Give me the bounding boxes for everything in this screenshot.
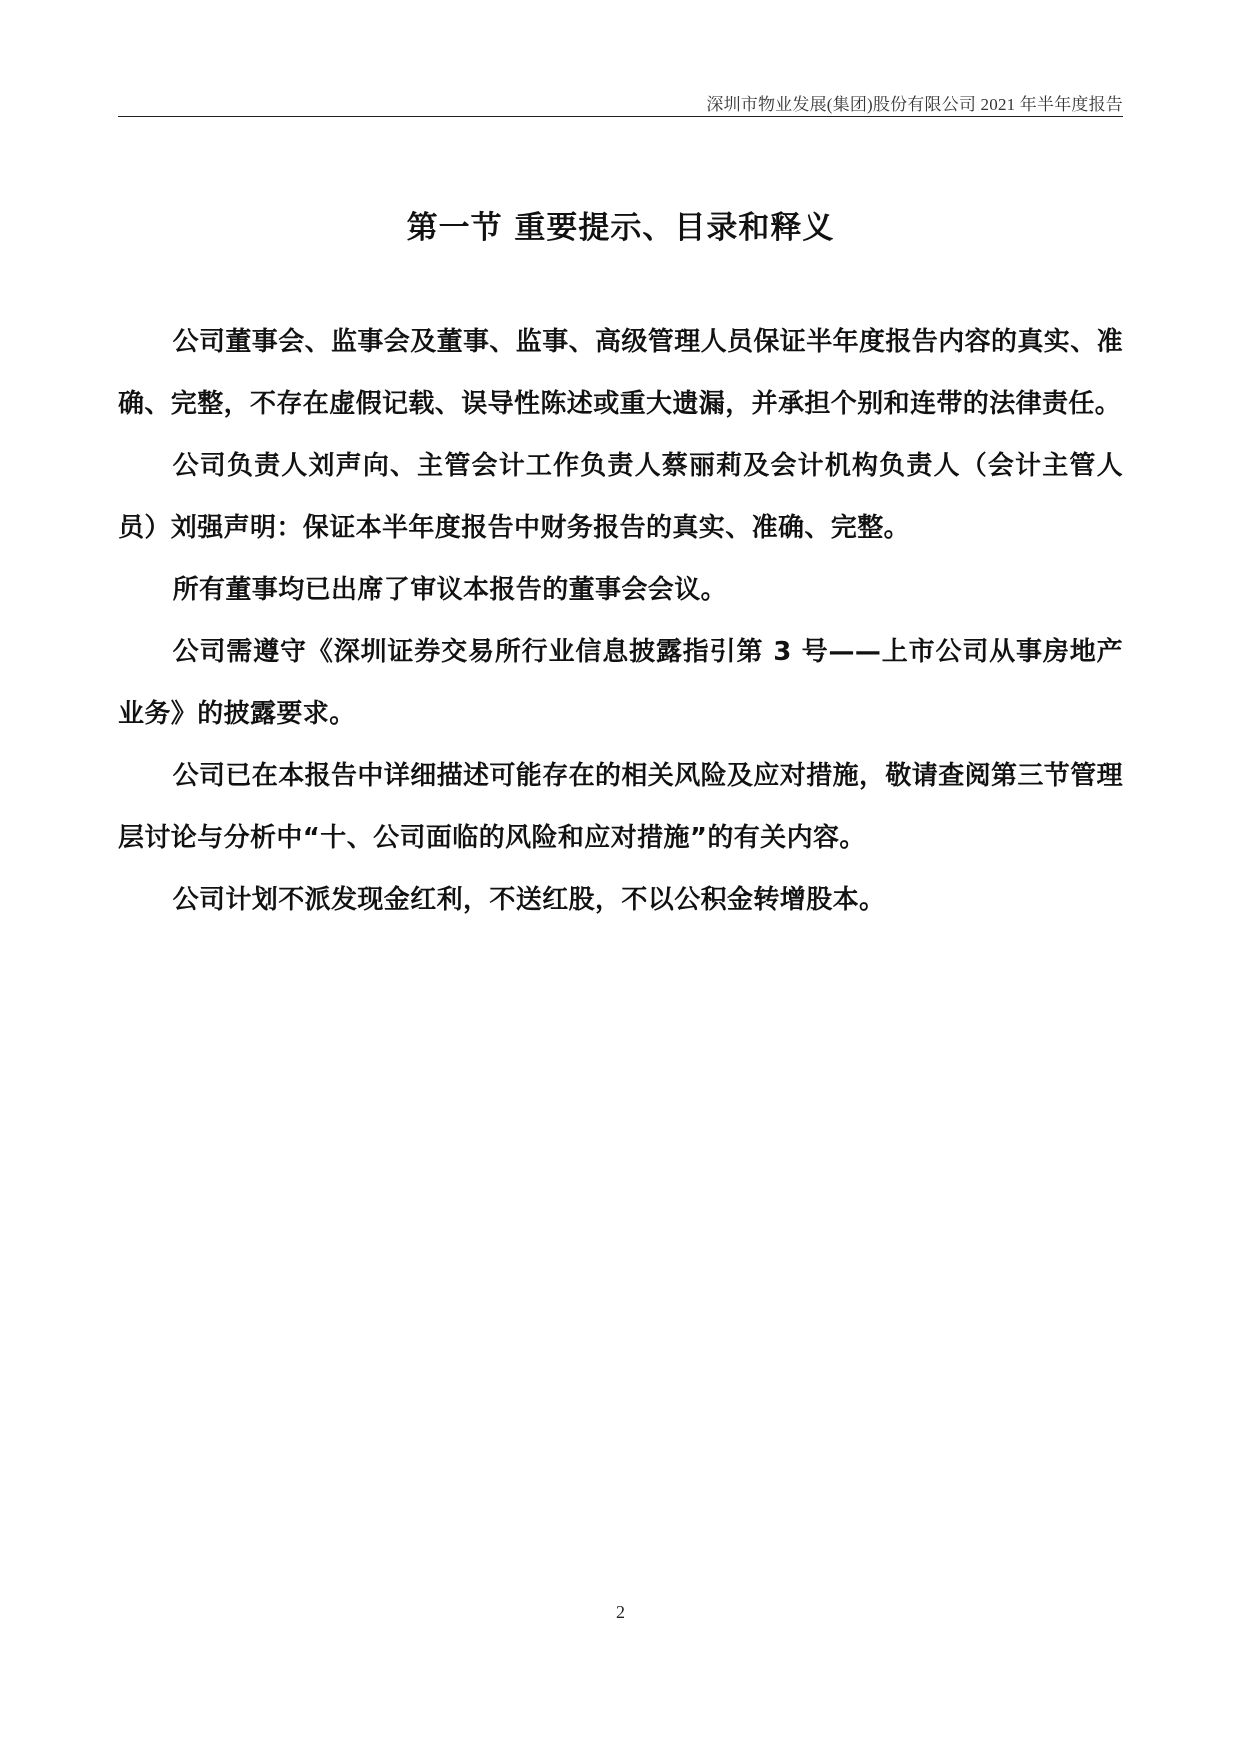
section-title: 第一节 重要提示、目录和释义 bbox=[406, 210, 835, 246]
paragraph-responsible-persons: 公司负责人刘声向、主管会计工作负责人蔡丽莉及会计机构负责人（会计主管人员）刘强声明：保证本半年度报告中财务报告的真实、准确、完整。 bbox=[118, 451, 1123, 543]
paragraph-disclosure-requirements: 公司需遵守《深圳证券交易所行业信息披露指引第 3 号——上市公司从事房地产业务》的披露要求。 bbox=[118, 637, 1123, 729]
paragraph-board-attendance: 所有董事均已出席了审议本报告的董事会会议。 bbox=[172, 575, 727, 605]
body-content bbox=[118, 311, 1123, 931]
paragraph-board-guarantee: 公司董事会、监事会及董事、监事、高级管理人员保证半年度报告内容的真实、准确、完整，不存在虚假记载、误导性陈述或重大遗漏，并承担个别和连带的法律责任。 bbox=[118, 327, 1123, 419]
paragraph-risk-notice: 公司已在本报告中详细描述可能存在的相关风险及应对措施，敬请查阅第三节管理层讨论与分析中“十、公司面临的风险和应对措施”的有关内容。 bbox=[118, 761, 1123, 853]
paragraph-dividend-plan: 公司计划不派发现金红利，不送红股，不以公积金转增股本。 bbox=[172, 885, 886, 915]
header-report-title: 深圳市物业发展(集团)股份有限公司 2021 年半年度报告 bbox=[706, 95, 1123, 114]
page-number: 2 bbox=[616, 1602, 625, 1622]
page-header bbox=[118, 88, 1123, 117]
